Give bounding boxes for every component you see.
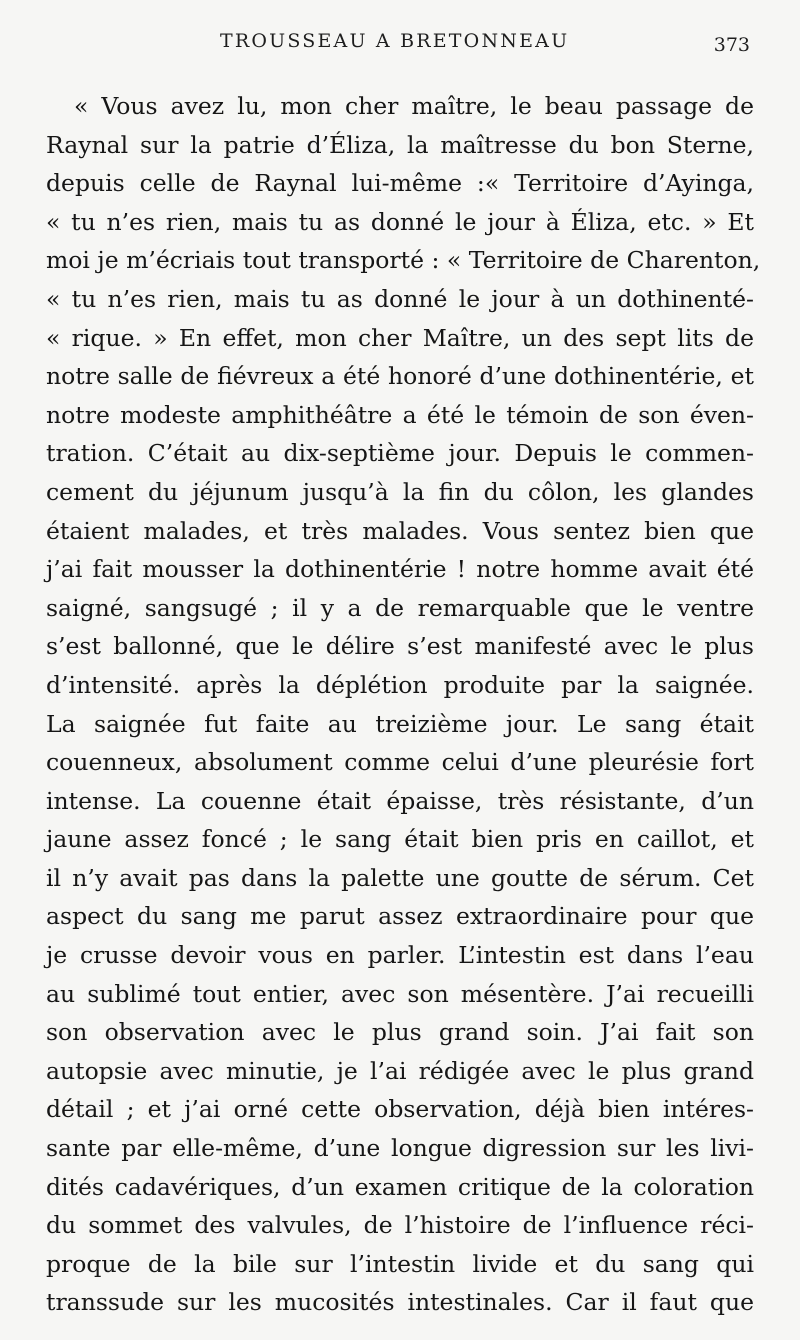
body-text <box>46 87 761 1322</box>
text-line: jaune assez foncé ; le sang était bien pris en caillot, et <box>46 825 754 854</box>
text-line: au sublimé tout entier, avec son mésentère. J’ai recueilli <box>46 979 754 1008</box>
text-line: saigné, sangsugé ; il y a de remarquable que le ventre <box>46 593 754 622</box>
text-line: intense. La couenne était épaisse, très résistante, d’un <box>46 786 754 815</box>
text-line: La saignée fut faite au treizième jour. Le sang était <box>46 709 754 738</box>
text-line: « tu n’es rien, mais tu as donné le jour à Éliza, etc. » Et <box>46 207 754 236</box>
running-title: TROUSSEAU A BRETONNEAU <box>220 30 570 52</box>
text-line: je crusse devoir vous en parler. L’intestin est dans l’eau <box>46 941 754 970</box>
text-line: j’ai fait mousser la dothinentérie ! notre homme avait été <box>46 555 754 584</box>
text-line: détail ; et j’ai orné cette observation, déjà bien intéres- <box>46 1095 754 1124</box>
text-line: il n’y avait pas dans la palette une goutte de sérum. Cet <box>46 863 754 892</box>
text-line: proque de la bile sur l’intestin livide et du sang qui <box>46 1249 754 1278</box>
text-line: moi je m’écriais tout transporté : « Territoire de Charenton, <box>46 246 761 275</box>
text-line: aspect du sang me parut assez extraordinaire pour que <box>46 902 754 931</box>
text-line: s’est ballonné, que le délire s’est manifesté avec le plus <box>46 632 754 661</box>
text-line: cement du jéjunum jusqu’à la fin du côlon, les glandes <box>46 477 754 506</box>
page-number: 373 <box>713 34 750 56</box>
text-line: tration. C’était au dix-septième jour. Depuis le commen- <box>46 439 754 468</box>
text-line: « Vous avez lu, mon cher maître, le beau passage de <box>74 92 754 120</box>
text-line: couenneux, absolument comme celui d’une pleurésie fort <box>46 748 754 777</box>
text-line: du sommet des valvules, de l’histoire de l’influence réci- <box>46 1211 754 1240</box>
running-head <box>0 30 800 66</box>
text-line: d’intensité. après la déplétion produite par la saignée. <box>46 670 754 699</box>
text-line: sante par elle-même, d’une longue digression sur les livi- <box>46 1134 754 1163</box>
text-line: « tu n’es rien, mais tu as donné le jour à un dothinenté- <box>46 284 754 313</box>
text-line: Raynal sur la patrie d’Éliza, la maîtresse du bon Sterne, <box>46 130 754 159</box>
text-line: étaient malades, et très malades. Vous sentez bien que <box>46 516 754 545</box>
text-line: notre modeste amphithéâtre a été le témoin de son éven- <box>46 400 754 429</box>
text-line: « rique. » En effet, mon cher Maître, un des sept lits de <box>46 323 754 352</box>
text-line: notre salle de fiévreux a été honoré d’une dothinentérie, et <box>46 362 754 391</box>
text-line: dités cadavériques, d’un examen critique de la coloration <box>46 1172 754 1201</box>
text-line: autopsie avec minutie, je l’ai rédigée avec le plus grand <box>46 1056 754 1085</box>
text-line: depuis celle de Raynal lui-même :« Territoire d’Ayinga, <box>46 169 754 198</box>
text-line: son observation avec le plus grand soin. J’ai fait son <box>46 1018 754 1047</box>
text-line: transsude sur les mucosités intestinales. Car il faut que <box>46 1288 754 1317</box>
